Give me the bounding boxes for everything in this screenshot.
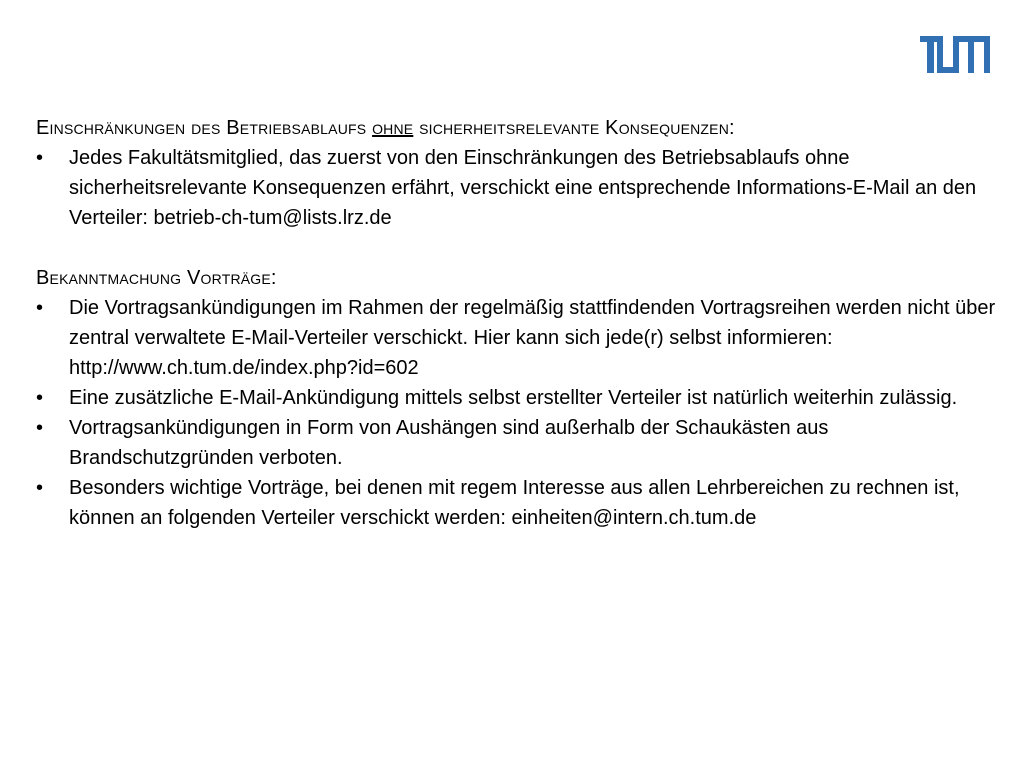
list-item-text: Die Vortragsankündigungen im Rahmen der regelmäßig stattfindenden Vortragsreihen werden nicht über zentral verwaltete E-Mail-Verteiler verschickt. Hier kann sich jede(r) selbst informieren: http://www.ch.tum.de/index.php?id=602 [69,297,996,379]
list-item [36,383,996,413]
slide-content [36,113,996,533]
list-item [36,413,996,473]
section-announcements [36,263,996,533]
bullet-marker: • [36,297,44,319]
bullet-marker: • [36,387,44,409]
heading-text: Bekanntmachung Vorträge: [36,267,277,289]
list-item-text: Vortragsankündigungen in Form von Aushängen sind außerhalb der Schaukästen aus Brandschutzgründen verboten. [69,417,829,469]
bullet-marker: • [36,477,44,499]
list-item-text: Eine zusätzliche E-Mail-Ankündigung mittels selbst erstellter Verteiler ist natürlich weiterhin zulässig. [69,387,958,409]
bullet-marker: • [36,417,44,439]
list-item-text: Besonders wichtige Vorträge, bei denen mit regem Interesse aus allen Lehrbereichen zu rechnen ist, können an folgenden Verteiler verschickt werden: einheiten@intern.ch.tum.de [69,477,960,529]
section-heading [36,113,996,143]
list-item [36,293,996,383]
list-item-text: Jedes Fakultätsmitglied, das zuerst von den Einschränkungen des Betriebsablaufs ohne sicherheitsrelevante Konsequenzen erfährt, verschickt eine entsprechende Informations-E-Mail an den Verteiler: betrieb-ch-tum@lists.lrz.de [69,147,977,229]
section-spacer [36,233,996,263]
list-item [36,473,996,533]
bullet-list [36,293,996,533]
section-heading [36,263,996,293]
heading-text-end: sicherheitsrelevante Konsequenzen: [413,117,735,139]
bullet-list [36,143,996,233]
heading-underlined-text: ohne [372,117,414,139]
list-item [36,143,996,233]
bullet-marker: • [36,147,44,169]
tum-logo [920,36,990,73]
section-restrictions [36,113,996,233]
heading-text: Einschränkungen des Betriebsablaufs [36,117,373,139]
